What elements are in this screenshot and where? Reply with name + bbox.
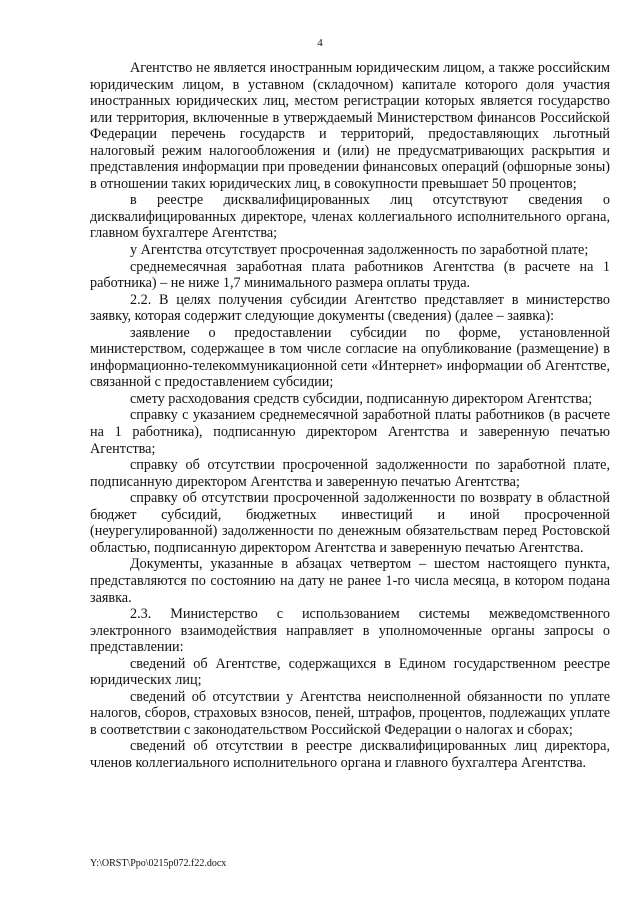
paragraph-8: справку с указанием среднемесячной заработной платы работников (в расчете на 1 работника), подписанную директором Агентства и заверенную печатью Агентства; xyxy=(90,407,610,457)
paragraph-12: 2.3. Министерство с использованием системы межведомственного электронного взаимодействия направляет в уполномоченные органы запросы о представлении: xyxy=(90,606,610,656)
paragraph-6: заявление о предоставлении субсидии по форме, установленной министерством, содержащее в том числе согласие на опубликование (размещение) в информационно-телекоммуникационной сети «Интернет» информации об Агентстве, связанной с предоставлением субсидии; xyxy=(90,324,610,391)
paragraph-9: справку об отсутствии просроченной задолженности по заработной плате, подписанную директором Агентства и заверенную печатью Агентства; xyxy=(90,457,610,490)
paragraph-2: в реестре дисквалифицированных лиц отсутствуют сведения о дисквалифицированных директоре, членах коллегиального исполнительного органа, главном бухгалтере Агентства; xyxy=(90,192,610,242)
paragraph-14: сведений об отсутствии у Агентства неисполненной обязанности по уплате налогов, сборов, страховых взносов, пеней, штрафов, процентов, подлежащих уплате в соответствии с законодательством Российской Федерации о налогах и сборах; xyxy=(90,688,610,738)
paragraph-15: сведений об отсутствии в реестре дисквалифицированных лиц директора, членов коллегиального исполнительного органа и главного бухгалтера Агентства. xyxy=(90,738,610,771)
page-number: 4 xyxy=(317,37,323,49)
paragraph-1: Агентство не является иностранным юридическим лицом, а также российским юридическим лицом, в уставном (складочном) капитале которого доля участия иностранных юридических лиц, местом регистрации которых является государство или территория, включенные в утверждаемый Министерством финансов Российской Федерации перечень государств и территорий, предоставляющих льготный налоговый режим налогообложения и (или) не предусматривающих раскрытия и представления информации при проведении финансовых операций (офшорные зоны) в отношении таких юридических лиц, в совокупности превышает 50 процентов; xyxy=(90,60,610,192)
paragraph-5: 2.2. В целях получения субсидии Агентство представляет в министерство заявку, которая содержит следующие документы (сведения) (далее – заявка): xyxy=(90,291,610,325)
paragraph-4: среднемесячная заработная плата работников Агентства (в расчете на 1 работника) – не ниже 1,7 минимального размера оплаты труда. xyxy=(90,258,610,292)
paragraph-7: смету расходования средств субсидии, подписанную директором Агентства; xyxy=(130,390,593,407)
file-path-footer: Y:\ORST\Ppo\0215p072.f22.docx xyxy=(90,858,227,869)
paragraph-13: сведений об Агентстве, содержащихся в Едином государственном реестре юридических лиц; xyxy=(90,655,610,689)
paragraph-11: Документы, указанные в абзацах четвертом – шестом настоящего пункта, представляются по состоянию на дату не ранее 1-го числа месяца, в котором подана заявка. xyxy=(90,556,610,606)
paragraph-3: у Агентства отсутствует просроченная задолженность по заработной плате; xyxy=(130,242,589,259)
document-body xyxy=(90,60,610,772)
paragraph-10: справку об отсутствии просроченной задолженности по возврату в областной бюджет субсидий, бюджетных инвестиций и иной просроченной (неурегулированной) задолженности по денежным обязательствам перед Ростовской областью, подписанную директором Агентства и заверенную печатью Агентства. xyxy=(90,490,610,556)
